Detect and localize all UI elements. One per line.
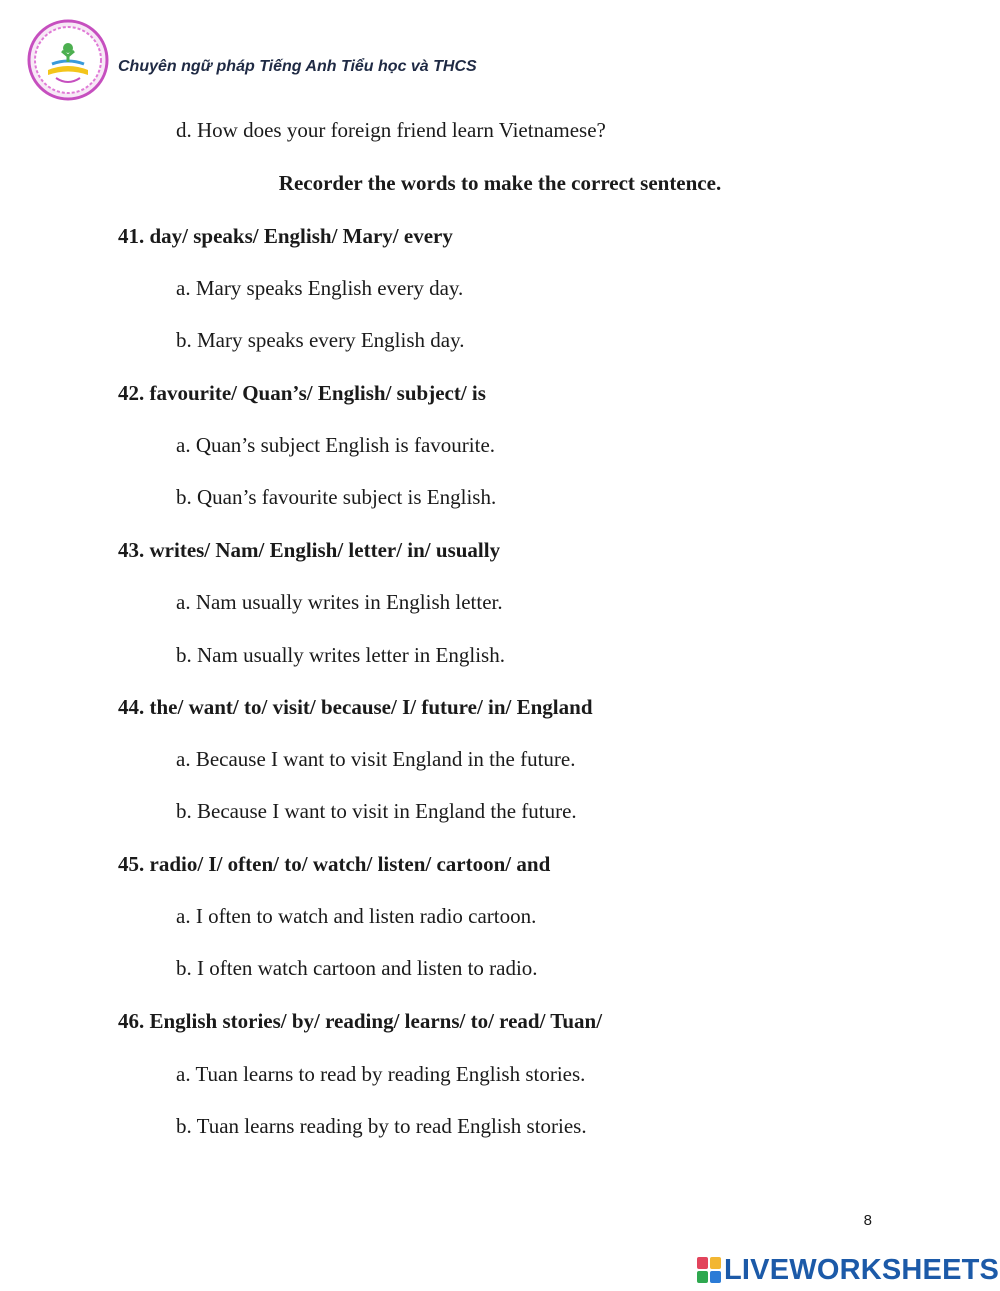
liveworksheets-wordmark: LIVEWORKSHEETS [724,1254,1000,1286]
question-41-prompt: 41. day/ speaks/ English/ Mary/ every [118,224,453,248]
page-number: 8 [863,1212,872,1229]
header-title: Chuyên ngữ pháp Tiếng Anh Tiểu học và THCS [118,58,477,75]
question-42-option-b[interactable]: b. Quan’s favourite subject is English. [176,485,497,509]
question-45-option-a[interactable]: a. I often to watch and listen radio cartoon. [176,904,537,928]
question-43-option-b[interactable]: b. Nam usually writes letter in English. [176,643,505,667]
question-46-prompt: 46. English stories/ by/ reading/ learns/ to/ read/ Tuan/ [118,1009,603,1033]
question-43-option-a[interactable]: a. Nam usually writes in English letter. [176,590,503,614]
question-45-prompt: 45. radio/ I/ often/ to/ watch/ listen/ cartoon/ and [118,852,551,876]
question-41-option-a[interactable]: a. Mary speaks English every day. [176,276,464,300]
previous-option: d. How does your foreign friend learn Vietnamese? [176,118,606,142]
question-44-prompt: 44. the/ want/ to/ visit/ because/ I/ future/ in/ England [118,695,593,719]
question-44-option-b[interactable]: b. Because I want to visit in England the future. [176,799,577,823]
question-46-option-a[interactable]: a. Tuan learns to read by reading English stories. [176,1062,586,1086]
instruction-heading: Recorder the words to make the correct sentence. [278,171,722,195]
school-logo [26,18,110,102]
question-43-prompt: 43. writes/ Nam/ English/ letter/ in/ usually [118,538,501,562]
question-41-option-b[interactable]: b. Mary speaks every English day. [176,328,465,352]
question-42-option-a[interactable]: a. Quan’s subject English is favourite. [176,433,496,457]
liveworksheets-icon [697,1257,721,1283]
question-44-option-a[interactable]: a. Because I want to visit England in the future. [176,747,576,771]
question-45-option-b[interactable]: b. I often watch cartoon and listen to radio. [176,956,538,980]
question-42-prompt: 42. favourite/ Quan’s/ English/ subject/ is [118,381,486,405]
question-46-option-b[interactable]: b. Tuan learns reading by to read English stories. [176,1114,587,1138]
